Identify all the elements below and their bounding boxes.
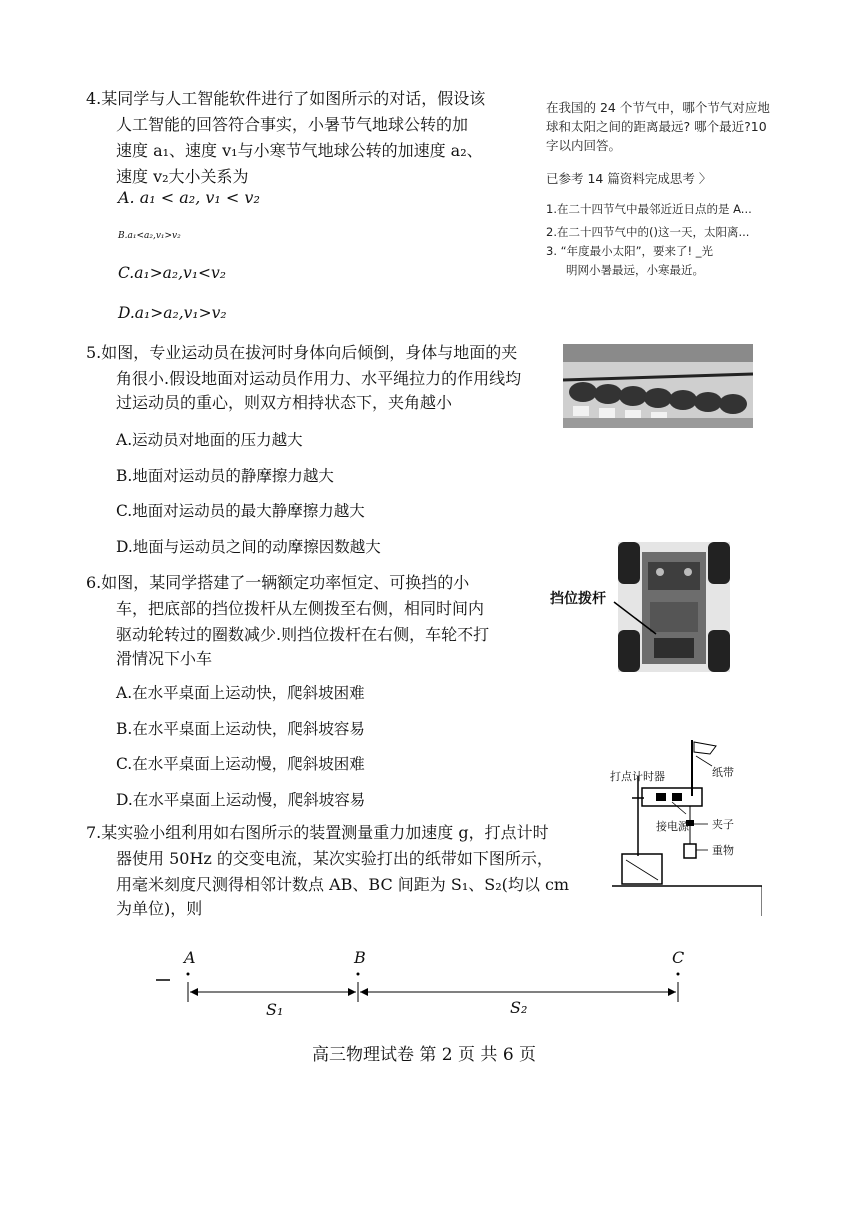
q6-option-b: B.在水平桌面上运动快，爬斜坡容易 — [116, 720, 365, 738]
q6-line-4: 滑情况下小车 — [116, 649, 213, 668]
tug-of-war-photo — [563, 344, 753, 428]
q5-option-c: C.地面对运动员的最大静摩擦力越大 — [116, 502, 365, 520]
q4-line-2: 人工智能的回答符合事实，小暑节气地球公转的加 — [116, 115, 469, 134]
q6-option-a: A.在水平桌面上运动快，爬斜坡困难 — [116, 684, 365, 702]
q4-option-c: C.a₁>a₂,v₁<v₂ — [118, 264, 226, 282]
q5-line-1: 5.如图，专业运动员在拔河时身体向后倾倒，身体与地面的夹 — [86, 343, 518, 362]
ai-ref-2: 2.在二十四节气中的()这一天，太阳离... — [546, 225, 750, 239]
ai-question-line-3: 字以内回答。 — [546, 138, 622, 153]
q5-line-3: 过运动员的重心，则双方相持状态下，夹角越小 — [116, 393, 453, 412]
q4-option-a: A. a₁ < a₂, v₁ < v₂ — [118, 188, 260, 207]
clip-label: 夹子 — [712, 818, 734, 831]
power-label: 接电源 — [656, 820, 689, 833]
q4-option-b: B.a₁<a₂,v₁>v₂ — [118, 231, 181, 241]
ai-reference-summary: 已参考 14 篇资料完成思考 〉 — [546, 171, 712, 186]
weight-label: 重物 — [712, 844, 734, 857]
ai-ref-1: 1.在二十四节气中最邻近近日点的是 A... — [546, 202, 752, 216]
point-c-label: C — [672, 948, 685, 967]
q4-line-4: 速度 v₂大小关系为 — [116, 167, 249, 186]
q7-line-3: 用毫米刻度尺测得相邻计数点 AB、BC 间距为 S₁、S₂(均以 cm — [116, 875, 570, 894]
s2-label: S₂ — [510, 998, 528, 1017]
ai-question-line-2: 球和太阳之间的距离最远? 哪个最近?10 — [546, 119, 767, 134]
q6-line-3: 驱动轮转过的圈数减少.则挡位拨杆在右侧，车轮不打 — [116, 625, 490, 644]
ai-ref-3: 3. “年度最小太阳”，要来了! _光 — [546, 244, 714, 258]
point-b-label: B — [354, 948, 366, 967]
ai-chat-panel — [546, 98, 796, 280]
gear-lever-label: 挡位拨杆 — [550, 591, 606, 607]
q7-line-1: 7.某实验小组利用如右图所示的装置测量重力加速度 g，打点计时 — [86, 823, 549, 842]
q6-option-c: C.在水平桌面上运动慢，爬斜坡困难 — [116, 755, 365, 773]
q6-line-2: 车，把底部的挡位拨杆从左侧拨至右侧，相同时间内 — [116, 599, 485, 618]
free-fall-apparatus — [612, 736, 762, 916]
q4-line-3: 速度 a₁、速度 v₁与小寒节气地球公转的加速度 a₂、 — [116, 141, 483, 160]
q4-line-1: 4.某同学与人工智能软件进行了如图所示的对话，假设该 — [86, 89, 486, 108]
timer-label: 打点计时器 — [610, 770, 665, 783]
q5-option-b: B.地面对运动员的静摩擦力越大 — [116, 467, 334, 485]
q7-line-2: 器使用 50Hz 的交变电流，某次实验打出的纸带如下图所示， — [116, 849, 553, 868]
point-a-label: A — [184, 948, 196, 967]
s1-label: S₁ — [266, 1000, 284, 1019]
q7-line-4: 为单位)，则 — [116, 899, 203, 918]
q5-option-d: D.地面与运动员之间的动摩擦因数越大 — [116, 538, 381, 556]
q5-option-a: A.运动员对地面的压力越大 — [116, 431, 303, 449]
q4-option-d: D.a₁>a₂,v₁>v₂ — [118, 304, 227, 322]
paper-tape-diagram — [150, 946, 710, 1022]
q5-line-2: 角很小.假设地面对运动员作用力、水平绳拉力的作用线均 — [116, 369, 522, 388]
q6-option-d: D.在水平桌面上运动慢，爬斜坡容易 — [116, 791, 366, 809]
ai-ref-3-cont: 明网小暑最远，小寒最近。 — [566, 263, 704, 277]
ai-question-line-1: 在我国的 24 个节气中，哪个节气对应地 — [546, 100, 770, 115]
tape-label: 纸带 — [712, 766, 734, 779]
gear-lever-pointer — [612, 600, 662, 640]
q6-line-1: 6.如图，某同学搭建了一辆额定功率恒定、可换挡的小 — [86, 573, 470, 592]
page-footer: 高三物理试卷 第 2 页 共 6 页 — [312, 1045, 537, 1065]
